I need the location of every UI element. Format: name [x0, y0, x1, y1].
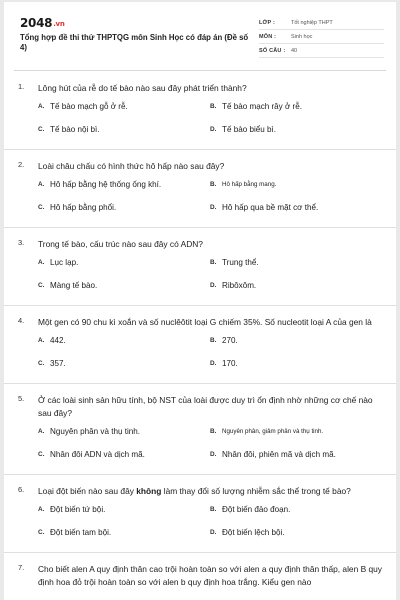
option-letter: C.	[38, 204, 45, 211]
option-text: Tế bào mạch gỗ ở rễ.	[50, 102, 128, 111]
option-letter: D.	[210, 451, 217, 458]
question-header	[18, 150, 384, 173]
answer-option[interactable]	[38, 352, 210, 375]
question-text-part: Loài châu chấu có hình thức hô hấp nào sau đây?	[38, 161, 225, 171]
question-number: 4.	[18, 316, 25, 325]
answer-option[interactable]	[210, 498, 382, 521]
question-text	[38, 238, 384, 251]
option-letter: A.	[38, 259, 45, 266]
question-number: 7.	[18, 563, 25, 572]
option-letter: A.	[38, 337, 45, 344]
option-letter: B.	[210, 506, 217, 513]
meta-label: SỐ CÂU :	[259, 47, 286, 54]
option-text: Màng tế bào.	[50, 281, 98, 290]
logo-suffix: .vn	[53, 20, 65, 28]
answer-option[interactable]	[210, 274, 382, 297]
answer-option[interactable]	[38, 521, 210, 544]
question-block	[4, 384, 396, 475]
option-letter: B.	[210, 428, 217, 435]
option-text: 357.	[50, 359, 66, 368]
meta-label: LỚP :	[259, 19, 275, 26]
meta-subject	[259, 30, 384, 44]
option-text: 442.	[50, 336, 66, 345]
option-text: Ribôxôm.	[222, 281, 257, 290]
question-text	[38, 82, 384, 95]
question-block	[4, 150, 396, 228]
option-letter: B.	[210, 337, 217, 344]
answer-option[interactable]	[38, 274, 210, 297]
question-block	[4, 553, 396, 589]
option-text: Hô hấp bằng mang.	[222, 181, 277, 188]
worksheet-header	[4, 2, 396, 60]
question-block	[4, 72, 396, 150]
site-logo[interactable]	[20, 16, 65, 30]
answer-option[interactable]	[210, 443, 382, 466]
question-header	[18, 553, 384, 589]
question-header	[18, 384, 384, 420]
question-block	[4, 306, 396, 384]
option-letter: C.	[38, 126, 45, 133]
answer-option[interactable]	[38, 196, 210, 219]
answer-option[interactable]	[38, 251, 210, 274]
option-letter: A.	[38, 181, 45, 188]
option-letter: A.	[38, 103, 45, 110]
question-block	[4, 228, 396, 306]
meta-value: Sinh học	[291, 33, 313, 40]
option-text: Nhân đôi ADN và dịch mã.	[50, 450, 145, 459]
option-letter: A.	[38, 428, 45, 435]
worksheet	[4, 2, 396, 600]
question-number: 5.	[18, 394, 25, 403]
question-text	[38, 316, 384, 329]
answer-option[interactable]	[38, 329, 210, 352]
option-letter: B.	[210, 259, 217, 266]
option-text: Tế bào mạch rây ở rễ.	[222, 102, 302, 111]
option-letter: C.	[38, 451, 45, 458]
question-number: 3.	[18, 238, 25, 247]
option-letter: D.	[210, 282, 217, 289]
option-text: Tế bào biểu bì.	[222, 125, 276, 134]
question-text-part: Loại đột biến nào sau đây	[38, 486, 137, 496]
answer-options	[38, 95, 384, 149]
question-text-part: Một gen có 90 chu kì xoắn và số nuclêôtit loại G chiếm 35%. Số nucleotit loại A của gen là	[38, 317, 372, 327]
option-letter: D.	[210, 360, 217, 367]
answer-option[interactable]	[210, 352, 382, 375]
answer-option[interactable]	[38, 420, 210, 443]
answer-options	[38, 251, 384, 305]
answer-option[interactable]	[210, 329, 382, 352]
option-text: Nguyên phân và thụ tinh.	[50, 427, 140, 436]
answer-option[interactable]	[38, 95, 210, 118]
question-number: 6.	[18, 485, 25, 494]
option-letter: A.	[38, 506, 45, 513]
answer-options	[38, 420, 384, 474]
meta-value: 40	[291, 47, 298, 54]
answer-option[interactable]	[210, 521, 382, 544]
document-meta	[259, 16, 384, 58]
question-number: 2.	[18, 160, 25, 169]
question-text-part: Cho biết alen A quy định thân cao trội hoàn toàn so với alen a quy định thân thấp, alen B quy định hoa đỏ trội hoàn toàn so với alen b quy định hoa trắng. Kiểu gen nào	[38, 564, 382, 587]
option-letter: C.	[38, 529, 45, 536]
question-text-part: Lông hút của rễ do tế bào nào sau đây phát triển thành?	[38, 83, 247, 93]
question-block	[4, 475, 396, 553]
question-text	[38, 485, 384, 498]
option-text: Đột biến lệch bội.	[222, 528, 285, 537]
question-header	[18, 72, 384, 95]
header-divider	[14, 70, 386, 71]
meta-value: Tốt nghiệp THPT	[291, 19, 333, 26]
answer-options	[38, 329, 384, 383]
option-text: Tế bào nội bì.	[50, 125, 100, 134]
option-letter: C.	[38, 360, 45, 367]
meta-label: MÔN :	[259, 33, 277, 40]
question-header	[18, 475, 384, 498]
answer-option[interactable]	[210, 420, 382, 443]
option-text: Lục lạp.	[50, 258, 79, 267]
option-text: Nguyên phân, giảm phân và thụ tinh.	[222, 428, 324, 435]
option-text: Đột biến tam bội.	[50, 528, 112, 537]
question-emphasis: không	[136, 486, 162, 496]
option-letter: C.	[38, 282, 45, 289]
question-text	[38, 160, 384, 173]
question-header	[18, 306, 384, 329]
option-text: 170.	[222, 359, 238, 368]
answer-option[interactable]	[38, 173, 210, 196]
answer-options	[38, 173, 384, 227]
answer-option[interactable]	[38, 443, 210, 466]
answer-option[interactable]	[210, 118, 382, 141]
meta-grade	[259, 16, 384, 30]
answer-option[interactable]	[210, 173, 382, 196]
option-text: Đột biến đảo đoạn.	[222, 505, 291, 514]
option-letter: D.	[210, 126, 217, 133]
option-letter: D.	[210, 529, 217, 536]
answer-option[interactable]	[210, 95, 382, 118]
option-text: Hô hấp bằng hệ thống ống khí.	[50, 180, 162, 189]
option-text: 270.	[222, 336, 238, 345]
option-text: Hô hấp qua bề mặt cơ thể.	[222, 203, 319, 212]
answer-option[interactable]	[38, 118, 210, 141]
answer-option[interactable]	[38, 498, 210, 521]
answer-options	[38, 498, 384, 552]
option-letter: B.	[210, 103, 217, 110]
answer-option[interactable]	[210, 251, 382, 274]
question-number: 1.	[18, 82, 25, 91]
logo-text: 2048	[20, 16, 53, 30]
option-letter: D.	[210, 204, 217, 211]
question-header	[18, 228, 384, 251]
question-list	[4, 72, 396, 589]
option-text: Hô hấp bằng phổi.	[50, 203, 117, 212]
option-text: Nhân đôi, phiên mã và dịch mã.	[222, 450, 336, 459]
option-text: Trung thể.	[222, 258, 259, 267]
document-title: Tổng hợp đề thi thử THPTQG môn Sinh Học có đáp án (Đề số 4)	[20, 33, 249, 52]
question-text	[38, 394, 384, 420]
question-text	[38, 563, 384, 589]
answer-option[interactable]	[210, 196, 382, 219]
option-text: Đột biến tứ bội.	[50, 505, 106, 514]
question-text-part: làm thay đổi số lượng nhiễm sắc thể trong tế bào?	[161, 486, 351, 496]
question-text-part: Ở các loài sinh sản hữu tính, bộ NST của loài được duy trì ổn định nhờ những cơ chế nào sau đây?	[38, 395, 373, 418]
question-text-part: Trong tế bào, cấu trúc nào sau đây có ADN?	[38, 239, 203, 249]
option-letter: B.	[210, 181, 217, 188]
meta-question-count	[259, 44, 384, 58]
